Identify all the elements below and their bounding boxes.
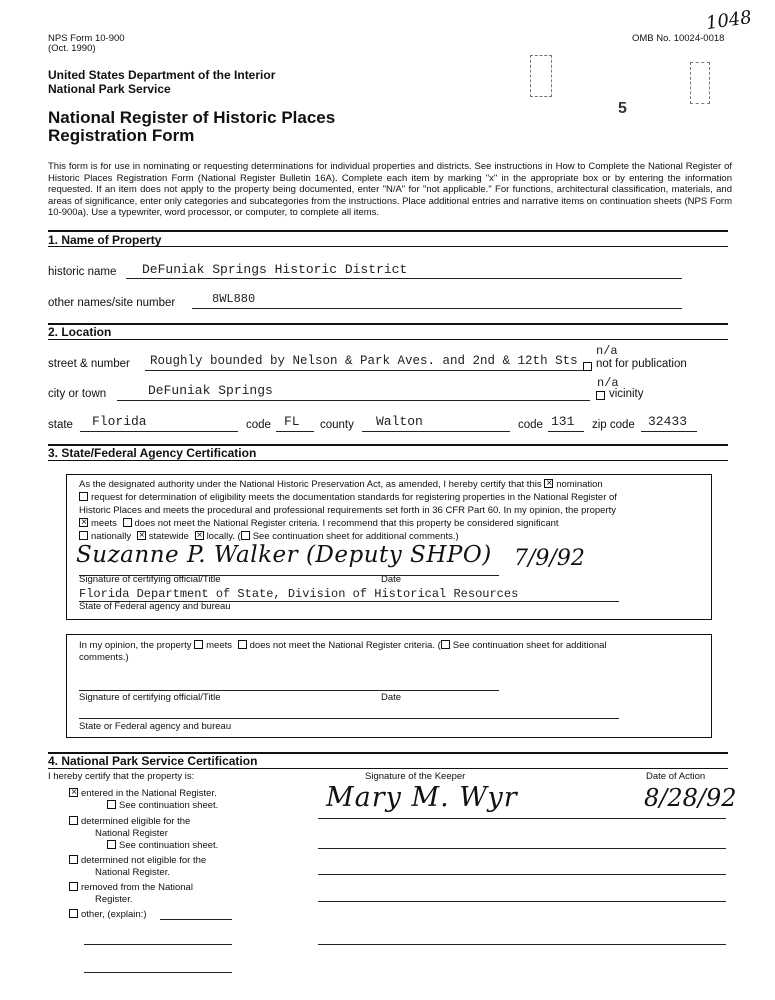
form-date: (Oct. 1990) [48,43,96,54]
other-explain-underline [160,919,232,920]
entered-continuation-label: See continuation sheet. [119,800,219,811]
entered-checkbox[interactable] [69,788,78,797]
county-field[interactable]: Walton [376,414,423,429]
agency-field[interactable]: Florida Department of State, Division of Historical Resources [79,587,519,601]
vicinity-label: vicinity [609,388,644,400]
section3-heading: 3. State/Federal Agency Certification [48,446,257,460]
section2-heading: 2. Location [48,325,112,339]
agency-line2: National Park Service [48,82,171,96]
entered-option [69,788,217,799]
agency-label: State of Federal agency and bureau [79,601,231,612]
county-label: county [320,419,354,431]
does-not-meet-checkbox[interactable] [123,518,132,527]
eligible-option [69,816,190,827]
eligible-label2: National Register [95,828,168,839]
date-of-action-label: Date of Action [646,771,706,782]
other-option [69,909,146,920]
received-stamp-left [530,55,552,97]
state-code-underline [276,431,314,432]
agency2-underline [79,718,619,719]
street-field[interactable]: Roughly bounded by Nelson & Park Aves. and 2nd & 12th Sts [150,354,578,368]
nationally-label: nationally [91,531,132,542]
state-code-label: code [246,419,271,431]
removed-label2: Register. [95,894,133,905]
cert-line1-text: As the designated authority under the National Historic Preservation Act, as amended, I hereby certify that this [79,479,542,490]
statewide-label: statewide [148,531,189,542]
other-label: other, (explain:) [81,909,147,920]
other-explain-line3 [84,972,232,973]
form-number: NPS Form 10-900 [48,33,125,44]
opinion-meets-label: meets [206,640,232,651]
opinion-line1 [79,640,607,651]
state-field[interactable]: Florida [92,414,147,429]
date2-label: Date [381,692,402,703]
section4-rule-bottom [48,768,728,769]
city-underline [117,400,590,401]
form-title-line1: National Register of Historic Places [48,108,336,127]
eligible-label: determined eligible for the [81,816,191,827]
received-stamp-right [690,62,710,104]
entered-label: entered in the National Register. [81,788,217,799]
not-for-publication-label: not for publication [596,358,687,370]
certifying-official-signature: Suzanne P. Walker (Deputy SHPO) [76,542,492,568]
city-label: city or town [48,388,107,400]
other-names-label: other names/site number [48,297,176,309]
meets-label: meets [91,518,117,529]
cert-line2 [79,492,617,503]
section1-heading: 1. Name of Property [48,233,162,247]
other-names-field[interactable]: 8WL880 [212,292,256,306]
opinion-meets-checkbox[interactable] [194,640,203,649]
street-underline [145,370,585,371]
agency2-label: State or Federal agency and bureau [79,721,232,732]
signature2-underline [79,690,499,691]
county-code-label: code [518,419,543,431]
nomination-label: nomination [556,479,603,490]
other-explain-line2 [84,944,232,945]
omb-number: OMB No. 10024-0018 [632,33,725,44]
keeper-signature-label: Signature of the Keeper [365,771,466,782]
locally-checkbox[interactable] [195,531,204,540]
not-eligible-label2: National Register. [95,867,170,878]
agency-line1: United States Department of the Interior [48,68,276,82]
other-names-underline [192,308,682,309]
historic-name-label: historic name [48,266,117,278]
cert-line3: Historic Places and meets the procedural and professional requirements set forth in 36 CFR Part 60. In my opinion, the property [79,505,617,516]
zip-field[interactable]: 32433 [648,414,688,429]
city-field[interactable]: DeFuniak Springs [148,383,273,398]
continuation-sheet-label: See continuation sheet for additional comments.) [252,531,459,542]
instructions-paragraph: This form is for use in nominating or requesting determinations for individual properties and districts. See instructions in How to Complete the National Register of Historic Places Registration Form (National Register Bulletin 16A). Complete each item by marking "x" in the appropriate box or by entering the information requested. If an item does not apply to the property being documented, enter "N/A" for "not applicable." For functions, architectural classification, materials, and areas of significance, enter only categories and subcategories from the instructions. Place additional entries and narrative items on continuation sheets (NPS Form 10-900a). Use a typewriter, word processor, or computer, to complete all items. [48,161,732,219]
section1-rule-bottom [48,246,728,247]
nps-cert-intro: I hereby certify that the property is: [48,771,195,782]
not-eligible-option [69,855,206,866]
date-of-action-value: 8/28/92 [644,784,737,812]
eligible-continuation [107,840,218,851]
cert-line5 [79,531,459,542]
not-for-publication-checkbox[interactable] [583,357,595,375]
not-eligible-label: determined not eligible for the [81,855,207,866]
not-eligible-checkbox[interactable] [69,855,78,864]
historic-name-field[interactable]: DeFuniak Springs Historic District [142,262,408,277]
signature2-label: Signature of certifying official/Title [79,692,221,703]
keeper-line2 [318,848,726,849]
zip-underline [641,431,697,432]
cert-line4-text: does not meet the National Register criteria. I recommend that this property be considered significant [134,518,559,529]
corner-note: 1048 [704,6,754,35]
eligibility-request-checkbox[interactable] [79,492,88,501]
signature-label: Signature of certifying official/Title [79,574,221,585]
removed-label: removed from the National [81,882,193,893]
section1-rule [48,230,728,232]
cert-line1 [79,479,603,490]
opinion-not-meet-label: does not meet the National Register criteria. ( [249,640,441,651]
section2-rule [48,323,728,325]
keeper-line5 [318,944,726,945]
keeper-line3 [318,874,726,875]
state-underline [80,431,238,432]
cert-line4 [79,518,559,529]
signature-date-label: Date [381,574,402,585]
entered-continuation [107,800,218,811]
section4-heading: 4. National Park Service Certification [48,754,258,768]
locally-label: locally. ( [206,531,241,542]
state-label: state [48,419,73,431]
historic-name-underline [126,278,682,279]
eligible-checkbox[interactable] [69,816,78,825]
vicinity-value: n/a [597,376,619,390]
section2-rule-bottom [48,339,728,340]
signature-date: 7/9/92 [514,546,585,571]
county-code-field[interactable]: 131 [551,414,575,429]
county-code-underline [548,431,584,432]
cert-line2-text: request for determination of eligibility meets the documentation standards for registering properties in the National Register of [91,492,617,503]
nationally-checkbox[interactable] [79,531,88,540]
street-label: street & number [48,358,130,370]
opinion-continuation-checkbox[interactable] [441,640,450,649]
removed-option [69,882,193,893]
nomination-checkbox[interactable] [544,479,553,488]
eligible-continuation-label: See continuation sheet. [119,840,219,851]
county-underline [362,431,510,432]
keeper-line1 [318,818,726,819]
state-code-field[interactable]: FL [284,414,300,429]
zip-label: zip code [592,419,635,431]
statewide-checkbox[interactable] [137,531,146,540]
opinion-text: In my opinion, the property [79,640,192,651]
keeper-signature: Mary M. Wyr [326,782,518,813]
meets-checkbox[interactable] [79,518,88,527]
eligible-continuation-checkbox[interactable] [107,840,116,849]
removed-checkbox[interactable] [69,882,78,891]
not-for-publication-value: n/a [596,344,618,358]
stamp-number: 5 [618,100,627,117]
other-checkbox[interactable] [69,909,78,918]
opinion-continuation-label: See continuation sheet for additional [452,640,607,651]
continuation-sheet-checkbox[interactable] [241,531,250,540]
entered-continuation-checkbox[interactable] [107,800,116,809]
opinion-comments: comments.) [79,652,129,663]
opinion-not-meet-checkbox[interactable] [238,640,247,649]
form-title-line2: Registration Form [48,126,195,145]
section3-rule-bottom [48,460,728,461]
keeper-line4 [318,901,726,902]
